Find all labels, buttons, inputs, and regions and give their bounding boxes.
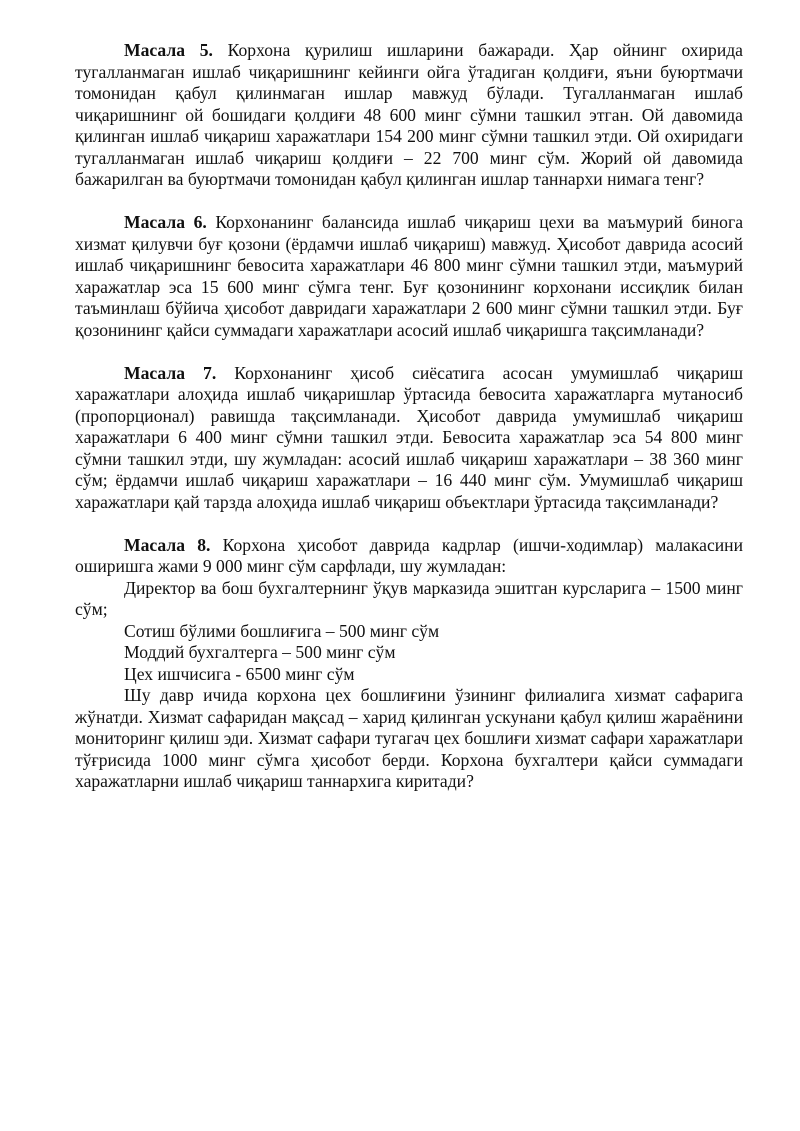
problem-title: Масала 5. [124,40,213,60]
expense-item: Директор ва бош бухгалтернинг ўқув марказида эшитган курсларига – 1500 минг сўм; [75,577,743,619]
problem-title: Масала 7. [124,362,217,383]
expense-item: Моддий бухгалтерга – 500 минг сўм [124,642,396,662]
problem-title: Масала 8. [124,534,211,555]
problem-text: Корхонанинг балансида ишлаб чиқариш цехи ва маъмурий бинога хизмат қилувчи буғ қозони (ёрдамчи ишлаб чиқариш) мавжуд. Ҳисобот даврида асосий ишлаб чиқаришнинг бевосита харажатлари 46 800 минг сўмни ташкил этди, маъмурий харажатлар эса 15 600 минг сўмга тенг. Буғ қозонининг корхонани иссиқлик билан таъминлаш бўйича ҳисобот давридаги харажатлари 2 600 минг сўмни ташкил этди. Буғ қозонининг қайси суммадаги харажатлари асосий ишлаб чиқаришга тақсимланади? [75,212,744,340]
problem-text: Корхонанинг ҳисоб сиёсатига асосан умумишлаб чиқариш харажатлари алоҳида ишлаб чиқаришлар ўртасида бевосита харажатларга мутаносиб (пропорционал) равишда тақсимланади. Ҳисобот даврида умумишлаб чиқариш харажатлари 6 400 минг сўмни ташкил этди. Бевосита харажатлар эса 54 800 минг сўмни ташкил этди, шу жумладан: асосий ишлаб чиқариш харажатлари – 38 360 минг сўм; ёрдамчи ишлаб чиқариш харажатлари – 16 440 минг сўм. Умумишлаб чиқариш харажатлари қай тарзда алоҳида ишлаб чиқариш объектлари ўртасида тақсимланади? [75,362,743,512]
problem-paragraph [75,363,743,514]
problem-text: Шу давр ичида корхона цех бошлиғини ўзининг филиалига хизмат сафарига жўнатди. Хизмат сафаридан мақсад – харид қилинган ускунани қабул қилиш жараёнини мониторинг қилиш эди. Хизмат сафари тугагач цех бошлиғи хизмат сафари харажатлари тўғрисида 1000 минг сўмга ҳисобот берди. Корхона бухгалтери қайси суммадаги харажатларни ишлаб чиқариш таннархига киритади? [75,685,743,791]
problem-text: Корхона қурилиш ишларини бажаради. Ҳар ойнинг охирида тугалланмаган ишлаб чиқаришнинг кейинги ойга ўтадиган қолдиғи, яъни буюртмачи томонидан қабул қилинмаган ишлар мавжуд бўлади. Тугалланмаган ишлаб чиқаришнинг ой бошидаги қолдиғи 48 600 минг сўмни ташкил этган. Ой давомида қилинган ишлаб чиқариш харажатлари 154 200 минг сўмни ташкил этди. Ой охиридаги тугалланмаган ишлаб чиқариш қолдиғи – 22 700 минг сўм. Жорий ой давомида бажарилган ва буюртмачи томонидан қабул қилинган ишлар таннархи нимага тенг? [75,40,743,189]
problem-paragraph [75,40,743,191]
problem-5 [75,40,743,191]
problem-text: Корхона ҳисобот даврида кадрлар (ишчи-ходимлар) малакасини оширишга жами 9 000 минг сўм сарфлади, шу жумладан: [75,534,744,576]
problem-8 [75,535,743,793]
problem-7 [75,363,743,514]
problem-paragraph [75,212,743,341]
problem-paragraph [75,535,743,578]
expense-item: Цех ишчисига - 6500 минг сўм [124,663,355,684]
expense-item: Сотиш бўлими бошлиғига – 500 минг сўм [124,620,440,641]
problem-title: Масала 6. [124,212,207,232]
problem-6 [75,212,743,341]
document-page [75,40,743,814]
